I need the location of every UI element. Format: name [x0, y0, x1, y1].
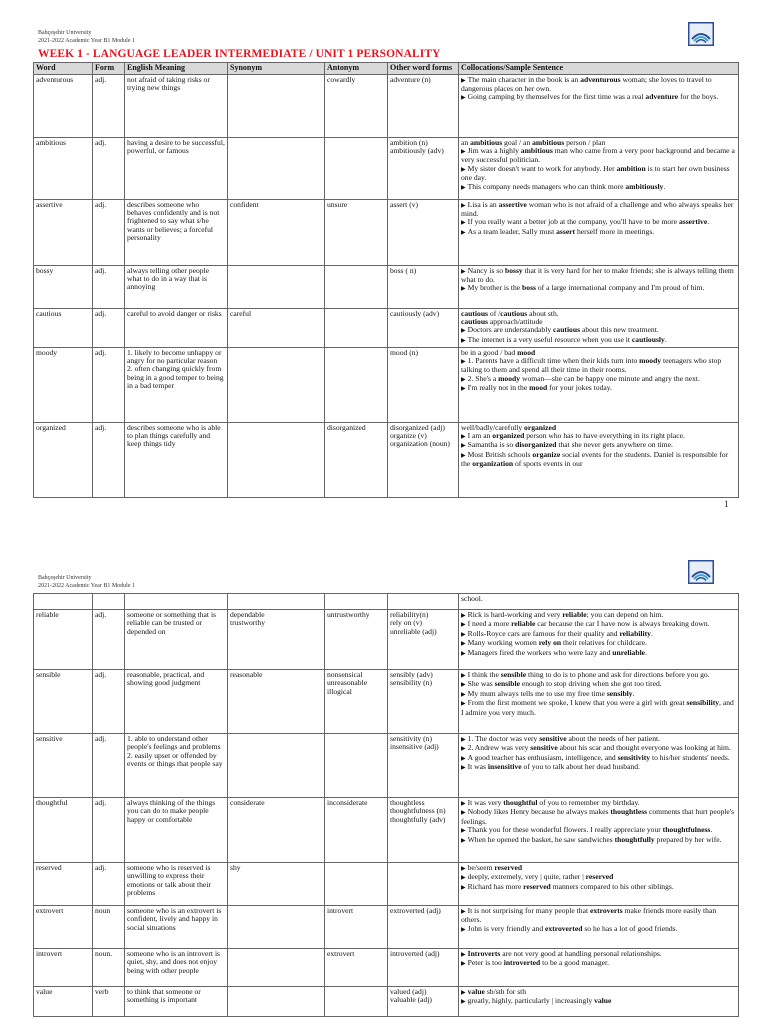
form-cell: adj.: [93, 347, 125, 422]
meaning-cell: to think that someone or something is important: [125, 987, 228, 1017]
meaning-cell: reasonable, practical, and showing good judgment: [125, 670, 228, 734]
collocations-cell: ▶ Introverts are not very good at handling personal relationships. ▶ Peter is too introverted to be a good manager.: [459, 949, 739, 987]
synonym-cell: [228, 949, 325, 987]
other-forms-cell: boss ( n): [388, 265, 459, 308]
word-cell: organized: [34, 422, 93, 497]
word-cell: bossy: [34, 265, 93, 308]
antonym-cell: inconsiderate: [325, 798, 388, 863]
other-forms-cell: introverted (adj): [388, 949, 459, 987]
other-forms-cell: thoughtless thoughtfulness (n) thoughtfully (adv): [388, 798, 459, 863]
page-separator: [0, 520, 768, 555]
word-cell: sensitive: [34, 734, 93, 798]
form-cell: adj.: [93, 422, 125, 497]
antonym-cell: [325, 308, 388, 347]
meaning-cell: describes someone who behaves confidently and is not frightened to say what s/he wants or believes; a forceful personality: [125, 199, 228, 265]
table-row-sensitive: [34, 734, 739, 798]
form-cell: adj.: [93, 308, 125, 347]
antonym-cell: [325, 137, 388, 199]
antonym-cell: unsure: [325, 199, 388, 265]
collocations-cell: ▶ Nancy is so bossy that it is very hard for her to make friends; she is always telling them what to do. ▶ My brother is the boss of a large international company and I'm proud of him.: [459, 265, 739, 308]
table-row-ambitious: [34, 137, 739, 199]
column-header-meaning: English Meaning: [125, 63, 228, 75]
word-cell: extrovert: [34, 906, 93, 949]
form-cell: adj.: [93, 137, 125, 199]
word-cell: reliable: [34, 610, 93, 670]
meaning-cell: always telling other people what to do in a way that is annoying: [125, 265, 228, 308]
antonym-cell: untrustworthy: [325, 610, 388, 670]
form-cell: adj.: [93, 74, 125, 137]
meaning-cell: having a desire to be successful, powerful, or famous: [125, 137, 228, 199]
word-cell: reserved: [34, 863, 93, 906]
synonym-cell: shy: [228, 863, 325, 906]
academic-year-line: 2021-2022 Academic Year B1 Module 1: [38, 583, 135, 589]
synonym-cell: [228, 987, 325, 1017]
form-cell: verb: [93, 987, 125, 1017]
university-name: Bahçeşehir University: [38, 575, 92, 581]
meaning-cell: 1. likely to become unhappy or angry for no particular reason 2. often changing quickly from being in a good temper to being in a bad temper: [125, 347, 228, 422]
word-cell: introvert: [34, 949, 93, 987]
antonym-cell: [325, 347, 388, 422]
column-header-synonym: Synonym: [228, 63, 325, 75]
table-row-introvert: [34, 949, 739, 987]
collocations-cell: ▶ Lisa is an assertive woman who is not afraid of a challenge and who always speaks her mind. ▶ If you really want a better job at the company, you'll have to be more assertive. ▶ As a team leader, Sally must assert herself more in meetings.: [459, 199, 739, 265]
word-cell: value: [34, 987, 93, 1017]
form-cell: noun.: [93, 949, 125, 987]
antonym-cell: [325, 987, 388, 1017]
synonym-cell: reasonable: [228, 670, 325, 734]
other-forms-cell: assert (v): [388, 199, 459, 265]
word-cell: adventurous: [34, 74, 93, 137]
university-name: Bahçeşehir University: [38, 30, 92, 36]
form-cell: adj.: [93, 199, 125, 265]
table-row-value: [34, 987, 739, 1017]
table-row-continuation: [34, 594, 739, 610]
column-header-antonym: Antonym: [325, 63, 388, 75]
synonym-cell: confident: [228, 199, 325, 265]
collocations-cell: an ambitious goal / an ambitious person / plan ▶ Jim was a highly ambitious man who came from a very poor background and became a very successful politician. ▶ My sister doesn't want to work for anybody. Her ambition is to start her own business one day. ▶ This company needs managers who can think more ambitiously.: [459, 137, 739, 199]
form-cell: adj.: [93, 798, 125, 863]
collocations-cell: be in a good / bad mood ▶ 1. Parents have a difficult time when their kids turn into moody teenagers who stop talking to them and spend all their time in their rooms. ▶ 2. She's a moody woman—she can be happy one minute and angry the next. ▶ I'm really not in the mood for your jokes today.: [459, 347, 739, 422]
word-cell: ambitious: [34, 137, 93, 199]
synonym-cell: considerate: [228, 798, 325, 863]
synonym-cell: [228, 265, 325, 308]
meaning-cell: someone who is an introvert is quiet, shy, and does not enjoy being with other people: [125, 949, 228, 987]
form-cell: adj.: [93, 734, 125, 798]
other-forms-cell: cautiously (adv): [388, 308, 459, 347]
word-cell: moody: [34, 347, 93, 422]
meaning-cell: 1. able to understand other people's feelings and problems 2. easily upset or offended by events or things that people say: [125, 734, 228, 798]
antonym-cell: extrovert: [325, 949, 388, 987]
meaning-cell: describes someone who is able to plan things carefully and keep things tidy: [125, 422, 228, 497]
academic-year-line: 2021-2022 Academic Year B1 Module 1: [38, 38, 135, 44]
column-header-other-forms: Other word forms: [388, 63, 459, 75]
table-row-cautious: [34, 308, 739, 347]
university-crest-logo: [688, 22, 714, 46]
antonym-cell: nonsensical unreasonable illogical: [325, 670, 388, 734]
form-cell: adj.: [93, 670, 125, 734]
collocations-cell: cautious of /cautious about sth. cautious approach/attitude ▶ Doctors are understandably cautious about this new treatment. ▶ The internet is a very useful resource when you use it cautiously.: [459, 308, 739, 347]
word-cell: sensible: [34, 670, 93, 734]
collocations-cell: ▶ be/seem reserved ▶ deeply, extremely, very | quite, rather | reserved ▶ Richard has more reserved manners compared to his other siblings.: [459, 863, 739, 906]
collocations-cell: ▶ value sb/sth for sth ▶ greatly, highly, particularly | increasingly value: [459, 987, 739, 1017]
other-forms-cell: sensitivity (n) insensitive (adj): [388, 734, 459, 798]
table-row-reserved: [34, 863, 739, 906]
word-cell: cautious: [34, 308, 93, 347]
table-row-extrovert: [34, 906, 739, 949]
antonym-cell: disorganized: [325, 422, 388, 497]
synonym-cell: [228, 137, 325, 199]
column-header-collocations: Collocations/Sample Sentence: [459, 63, 739, 75]
other-forms-cell: disorganized (adj) organize (v) organization (noun): [388, 422, 459, 497]
form-cell: adj.: [93, 610, 125, 670]
collocations-cell: well/badly/carefully organized ▶ I am an organized person who has to have everything in its right place. ▶ Samantha is so disorganized that she never gets anywhere on time. ▶ Most British schools organize social events for the students. Daniel is responsible for the organization of sports events in our: [459, 422, 739, 497]
antonym-cell: cowardly: [325, 74, 388, 137]
other-forms-cell: extroverted (adj): [388, 906, 459, 949]
collocations-cell: ▶ It was very thoughtful of you to remember my birthday. ▶ Nobody likes Henry because he always makes thoughtless comments that hurt people's feelings. ▶ Thank you for these wonderful flowers. I really appreciate your thoughtfulness. ▶ When he opened the basket, he saw sandwiches thoughtfully prepared by her wife.: [459, 798, 739, 863]
word-cell: thoughtful: [34, 798, 93, 863]
antonym-cell: introvert: [325, 906, 388, 949]
column-header-word: Word: [34, 63, 93, 75]
antonym-cell: [325, 734, 388, 798]
table-row-sensible: [34, 670, 739, 734]
collocations-cell: ▶ Rick is hard-working and very reliable; you can depend on him. ▶ I need a more reliable car because the car I have now is always breaking down. ▶ Rolls-Royce cars are famous for their quality and reliability. ▶ Many working women rely on their relatives for childcare. ▶ Managers fired the workers who were lazy and unreliable.: [459, 610, 739, 670]
vocabulary-table-page-1: [33, 62, 739, 498]
document-title: WEEK 1 - LANGUAGE LEADER INTERMEDIATE / UNIT 1 PERSONALITY: [38, 48, 441, 60]
other-forms-cell: reliability(n) rely on (v) unreliable (adj): [388, 610, 459, 670]
antonym-cell: [325, 265, 388, 308]
form-cell: adj.: [93, 863, 125, 906]
meaning-cell: someone who is reserved is unwilling to express their emotions or talk about their problems: [125, 863, 228, 906]
synonym-cell: careful: [228, 308, 325, 347]
word-cell: assertive: [34, 199, 93, 265]
other-forms-cell: ambition (n) ambitiously (adv): [388, 137, 459, 199]
table-row-organized: [34, 422, 739, 497]
other-forms-cell: valued (adj) valuable (adj): [388, 987, 459, 1017]
synonym-cell: [228, 734, 325, 798]
other-forms-cell: mood (n): [388, 347, 459, 422]
table-row-thoughtful: [34, 798, 739, 863]
collocations-cell: ▶ The main character in the book is an adventurous woman; she loves to travel to dangerous places on her own. ▶ Going camping by themselves for the first time was a real adventure for the boys.: [459, 74, 739, 137]
collocations-cell: ▶ I think the sensible thing to do is to phone and ask for directions before you go. ▶ She was sensible enough to stop driving when she got too tired. ▶ My mum always tells me to use my free time sensibly. ▶ From the first moment we spoke, I knew that you were a girl with great sensibility, and I admire you very much.: [459, 670, 739, 734]
page-number: 1: [724, 499, 729, 509]
table-row-adventurous: [34, 74, 739, 137]
column-header-form: Form: [93, 63, 125, 75]
table-header-row: [34, 63, 739, 75]
synonym-cell: [228, 906, 325, 949]
other-forms-cell: adventure (n): [388, 74, 459, 137]
other-forms-cell: [388, 863, 459, 906]
vocabulary-table-page-2: [33, 593, 739, 1017]
form-cell: adj.: [93, 265, 125, 308]
table-row-assertive: [34, 199, 739, 265]
meaning-cell: someone who is an extrovert is confident, lively and happy in social situations: [125, 906, 228, 949]
university-crest-logo: [688, 560, 714, 584]
meaning-cell: always thinking of the things you can do to make people happy or comfortable: [125, 798, 228, 863]
synonym-cell: [228, 422, 325, 497]
meaning-cell: not afraid of taking risks or trying new things: [125, 74, 228, 137]
antonym-cell: [325, 863, 388, 906]
synonym-cell: dependable trustworthy: [228, 610, 325, 670]
document-page-2: [0, 555, 768, 1024]
form-cell: noun: [93, 906, 125, 949]
continued-sentence: school.: [459, 594, 739, 610]
table-row-moody: [34, 347, 739, 422]
synonym-cell: [228, 347, 325, 422]
collocations-cell: ▶ 1. The doctor was very sensitive about the needs of her patient. ▶ 2. Andrew was very sensitive about his scar and thought everyone was looking at him. ▶ A good teacher has enthusiasm, intelligence, and sensitivity to his/her students' needs. ▶ It was insensitive of you to talk about her dead husband.: [459, 734, 739, 798]
synonym-cell: [228, 74, 325, 137]
other-forms-cell: sensibly (adv) sensibility (n): [388, 670, 459, 734]
table-row-reliable: [34, 610, 739, 670]
collocations-cell: ▶ It is not surprising for many people that extroverts make friends more easily than others. ▶ John is very friendly and extroverted so he has a lot of good friends.: [459, 906, 739, 949]
meaning-cell: someone or something that is reliable can be trusted or depended on: [125, 610, 228, 670]
meaning-cell: careful to avoid danger or risks: [125, 308, 228, 347]
table-row-bossy: [34, 265, 739, 308]
